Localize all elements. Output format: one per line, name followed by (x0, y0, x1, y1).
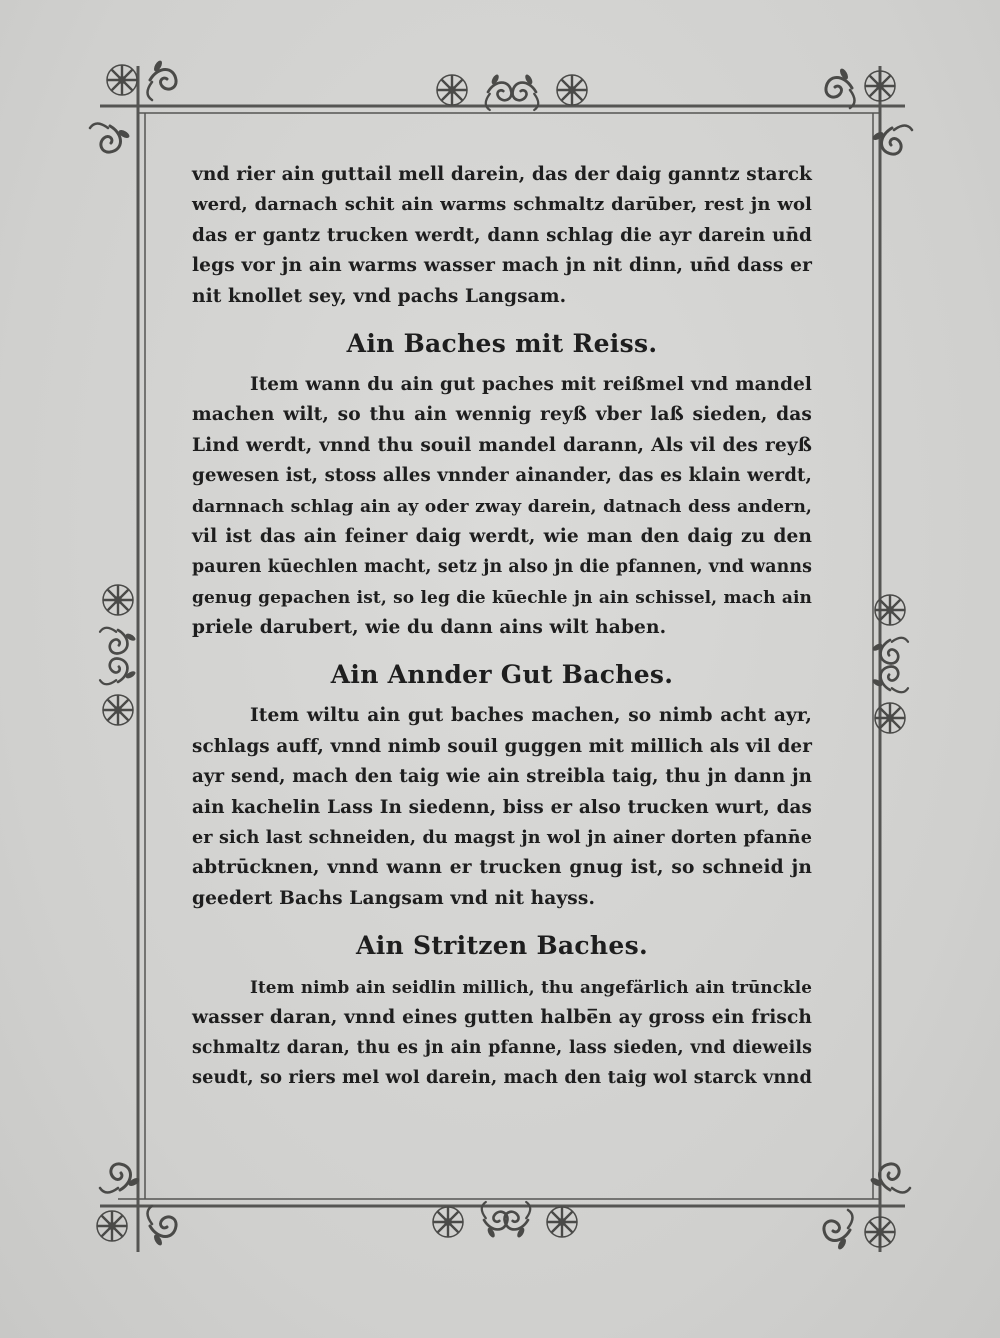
section-heading: Ain Stritzen Baches. (356, 931, 648, 961)
text-line: ayr send, mach den taig wie ain streibla taig, thu jn dann jn (192, 766, 812, 788)
recipe-section (192, 926, 812, 1094)
text-line: seudt, so riers mel wol darein, mach den taig wol starck vnnd (192, 1067, 812, 1089)
paragraph-continuation (192, 160, 812, 312)
text-line: schlags auff, vnnd nimb souil guggen mit millich als vil der (192, 735, 812, 757)
text-line: vil ist das ain feiner daig werdt, wie man den daig zu den (192, 525, 812, 547)
right-middle-ornament (871, 595, 908, 733)
section-heading: Ain Baches mit Reiss. (346, 328, 658, 358)
recipe-section (192, 324, 812, 644)
text-line: geedert Bachs Langsam vnd nit hayss. (192, 887, 596, 909)
text-line: legs vor jn ain warms wasser mach jn nit dinn, un̄d dass er (192, 255, 812, 277)
text-line: Item nimb ain seidlin millich, thu angefärlich ain trūnckle (250, 977, 812, 998)
text-line: Lind werdt, vnnd thu souil mandel darann, Als vil des reyß (192, 434, 812, 456)
text-line: das er gantz trucken werdt, dann schlag die ayr darein un̄d (192, 224, 812, 246)
text-line: abtrūcknen, vnnd wann er trucken gnug ist, so schneid jn (192, 857, 812, 879)
text-line: Item wann du ain gut paches mit reißmel vnd mandel (250, 373, 812, 395)
text-line: Item wiltu ain gut baches machen, so nimb acht ayr, (250, 705, 812, 727)
text-line: wasser daran, vnnd eines gutten halbe̅n ay gross ein frisch (192, 1006, 812, 1028)
text-line: priele darubert, wie du dann ains wilt haben. (192, 617, 667, 639)
corner-ornament-top-right (826, 67, 912, 154)
text-line: nit knollet sey, vnd pachs Langsam. (192, 285, 567, 307)
text-line: darnnach schlag ain ay oder zway darein, datnach dess andern, (192, 496, 812, 517)
recipe-section (192, 655, 812, 914)
text-line: schmaltz daran, thu es jn ain pfanne, lass sieden, vnd dieweils (192, 1037, 812, 1058)
text-line: pauren kūechlen macht, setz jn also jn die pfannen, vnd wanns (192, 557, 812, 578)
text-line: er sich last schneiden, du magst jn wol jn ainer dorten pfann̄e (192, 827, 812, 849)
text-line: ain kachelin Lass In siedenn, biss er also trucken wurt, das (192, 796, 812, 818)
text-line: werd, darnach schit ain warms schmaltz darūber, rest jn wol (192, 194, 812, 216)
text-column (192, 160, 812, 1094)
text-line: machen wilt, so thu ain wennig reyß vber laß sieden, das (192, 404, 812, 426)
text-line: vnd rier ain guttail mell darein, das der daig ganntz starck (192, 164, 813, 185)
text-line: genug gepachen ist, so leg die kūechle jn ain schissel, mach ain (192, 587, 812, 608)
text-line: gewesen ist, stoss alles vnnder ainander, das es klain werdt, (192, 465, 812, 487)
left-middle-ornament (100, 585, 137, 725)
section-heading: Ain Annder Gut Baches. (330, 660, 674, 690)
